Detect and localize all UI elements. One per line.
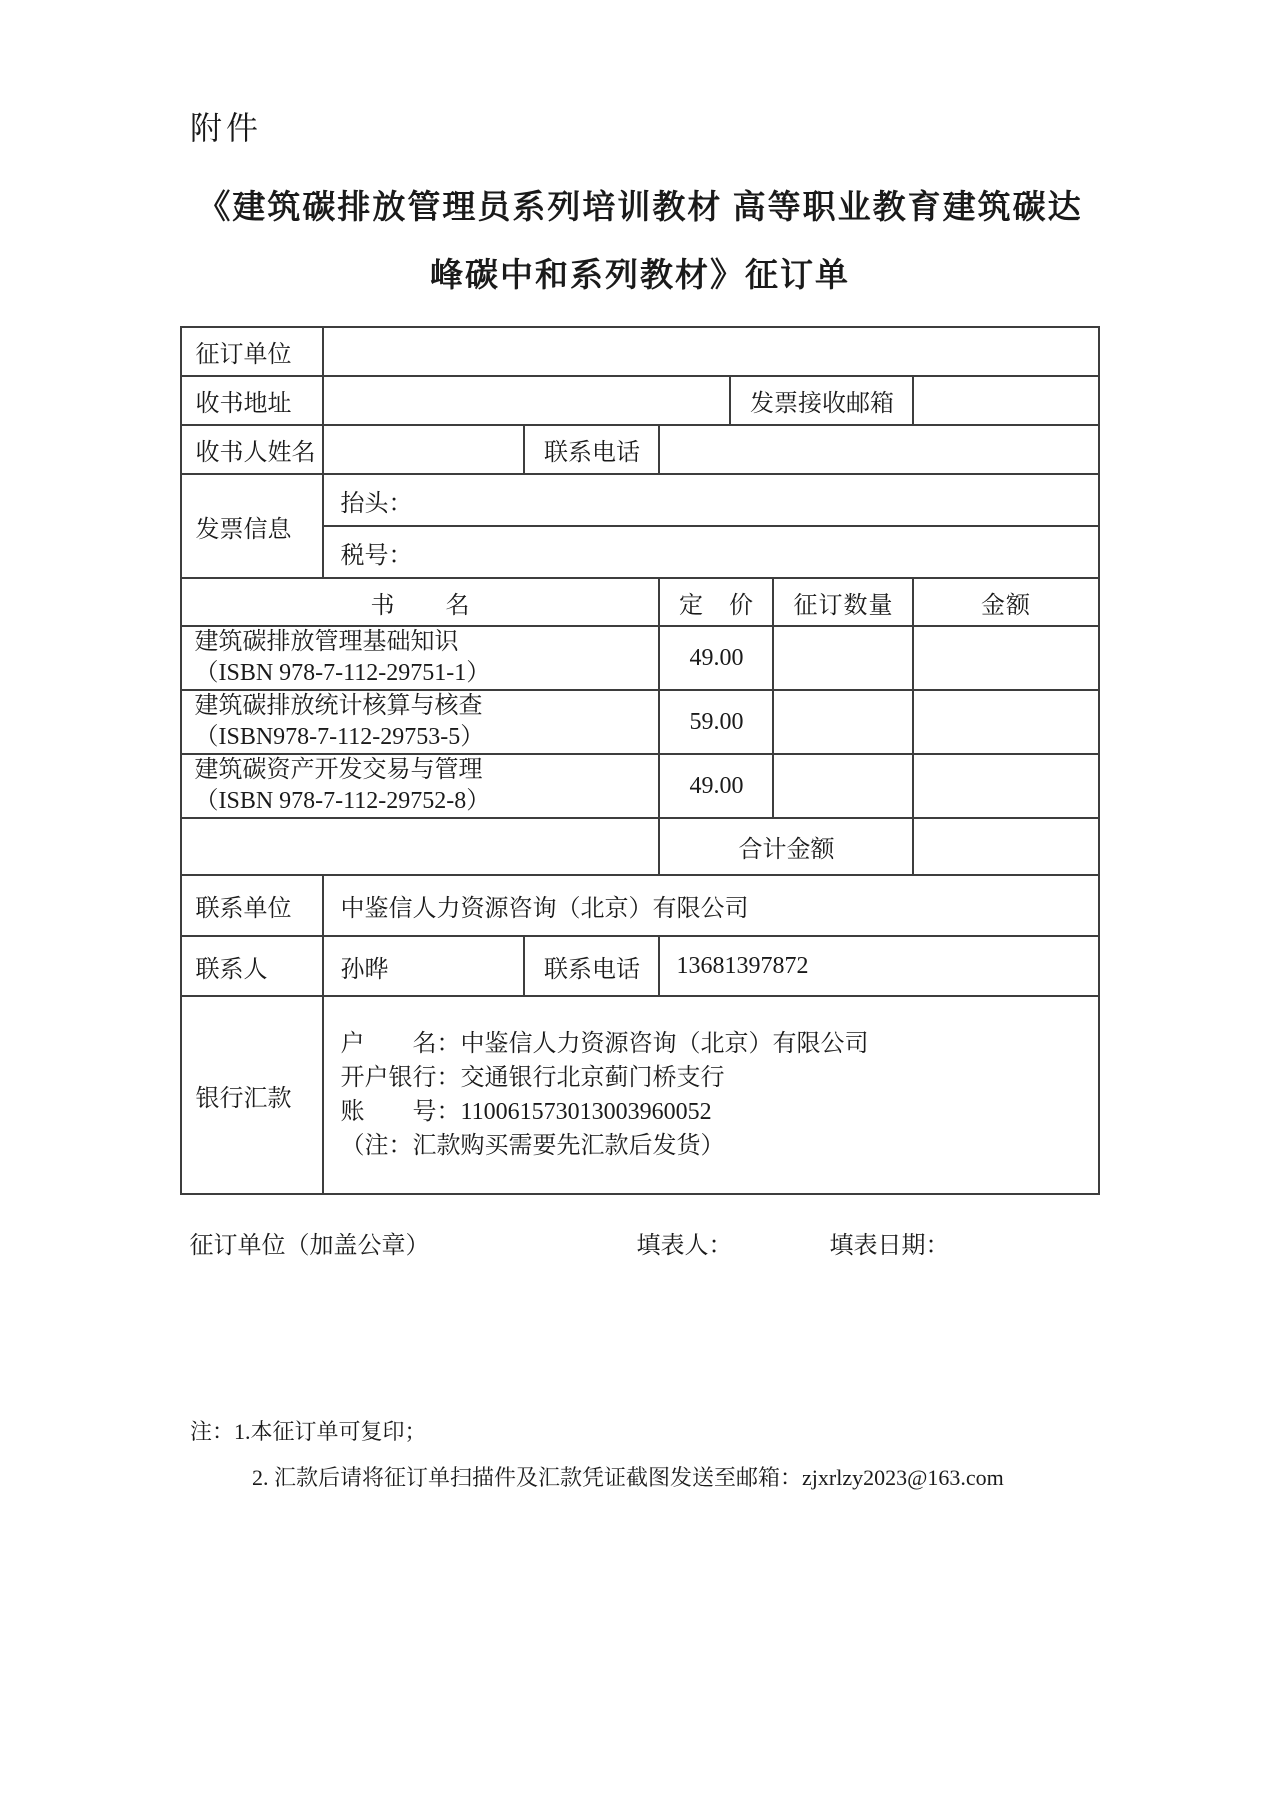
book-row-2	[181, 690, 1098, 754]
contact-unit-label: 联系单位	[181, 875, 323, 936]
note-line-2: 2. 汇款后请将征订单扫描件及汇款凭证截图发送至邮箱：zjxrlzy2023@163.com	[252, 1465, 1004, 1490]
row-contact-person	[181, 936, 1098, 996]
recipient-phone-label: 联系电话	[524, 425, 659, 474]
book-3-quantity-cell	[773, 754, 913, 818]
bank-account-no: 账 号：110061573013003960052	[340, 1099, 712, 1125]
bank-note: （注：汇款购买需要先汇款后发货）	[340, 1133, 725, 1159]
recipient-name-value-cell	[323, 425, 524, 474]
bank-details-cell	[323, 996, 1098, 1194]
contact-person-label: 联系人	[181, 936, 323, 996]
bank-name: 开户银行：交通银行北京蓟门桥支行	[340, 1065, 725, 1091]
book-1-name-cell	[181, 626, 659, 690]
row-invoice-title	[181, 474, 1098, 526]
order-form-table	[180, 326, 1099, 1195]
header-quantity: 征订数量	[773, 578, 913, 626]
fill-date-label: 填表日期：	[829, 1233, 950, 1259]
invoice-email-label: 发票接收邮箱	[730, 376, 913, 425]
contact-phone-value: 13681397872	[659, 936, 1098, 996]
order-unit-value-cell	[323, 327, 1098, 376]
book-2-title: 建筑碳排放统计核算与核查	[194, 693, 483, 719]
attachment-label: 附件	[190, 110, 263, 146]
book-2-isbn: （ISBN978-7-112-29753-5）	[194, 724, 485, 750]
header-price: 定 价	[659, 578, 773, 626]
document-title	[0, 174, 1280, 310]
bank-transfer-label: 银行汇款	[181, 996, 323, 1194]
book-1-isbn: （ISBN 978-7-112-29751-1）	[194, 660, 491, 686]
contact-phone-label: 联系电话	[524, 936, 659, 996]
tax-no-field: 税号：	[323, 526, 1098, 578]
row-books-header	[181, 578, 1098, 626]
row-total	[181, 818, 1098, 875]
address-value-cell	[323, 376, 730, 425]
total-amount-value-cell	[913, 818, 1098, 875]
footnotes	[190, 1417, 1280, 1493]
bank-account-name: 户 名：中鉴信人力资源咨询（北京）有限公司	[340, 1031, 869, 1057]
book-2-quantity-cell	[773, 690, 913, 754]
total-left-blank-cell	[181, 818, 659, 875]
book-3-price: 49.00	[659, 754, 773, 818]
book-1-title: 建筑碳排放管理基础知识	[194, 629, 459, 655]
filler-label: 填表人：	[636, 1233, 733, 1259]
signature-row	[182, 1225, 1099, 1259]
row-bank-transfer	[181, 996, 1098, 1194]
book-1-quantity-cell	[773, 626, 913, 690]
row-address	[181, 376, 1098, 425]
book-3-amount-cell	[913, 754, 1098, 818]
order-unit-label: 征订单位	[181, 327, 323, 376]
row-contact-unit	[181, 875, 1098, 936]
book-3-name-cell	[181, 754, 659, 818]
invoice-info-label: 发票信息	[181, 474, 323, 578]
book-2-name-cell	[181, 690, 659, 754]
recipient-phone-value-cell	[659, 425, 1098, 474]
header-amount: 金额	[913, 578, 1098, 626]
contact-unit-value: 中鉴信人力资源咨询（北京）有限公司	[323, 875, 1098, 936]
book-1-price: 49.00	[659, 626, 773, 690]
title-line-2: 峰碳中和系列教材》征订单	[430, 258, 850, 294]
book-2-price: 59.00	[659, 690, 773, 754]
book-1-amount-cell	[913, 626, 1098, 690]
row-recipient	[181, 425, 1098, 474]
total-amount-label: 合计金额	[659, 818, 913, 875]
contact-person-value: 孙晔	[323, 936, 524, 996]
invoice-title-field: 抬头：	[323, 474, 1098, 526]
book-3-title: 建筑碳资产开发交易与管理	[194, 757, 483, 783]
book-row-3	[181, 754, 1098, 818]
book-3-isbn: （ISBN 978-7-112-29752-8）	[194, 788, 491, 814]
note-line-1: 注：1.本征订单可复印；	[190, 1419, 427, 1444]
book-2-amount-cell	[913, 690, 1098, 754]
book-row-1	[181, 626, 1098, 690]
header-book-name: 书 名	[181, 578, 659, 626]
address-label: 收书地址	[181, 376, 323, 425]
recipient-name-label: 收书人姓名	[181, 425, 323, 474]
stamp-label: 征订单位（加盖公章）	[189, 1233, 430, 1259]
title-line-1: 《建筑碳排放管理员系列培训教材 高等职业教育建筑碳达	[197, 190, 1083, 226]
row-order-unit	[181, 327, 1098, 376]
invoice-email-value-cell	[913, 376, 1098, 425]
